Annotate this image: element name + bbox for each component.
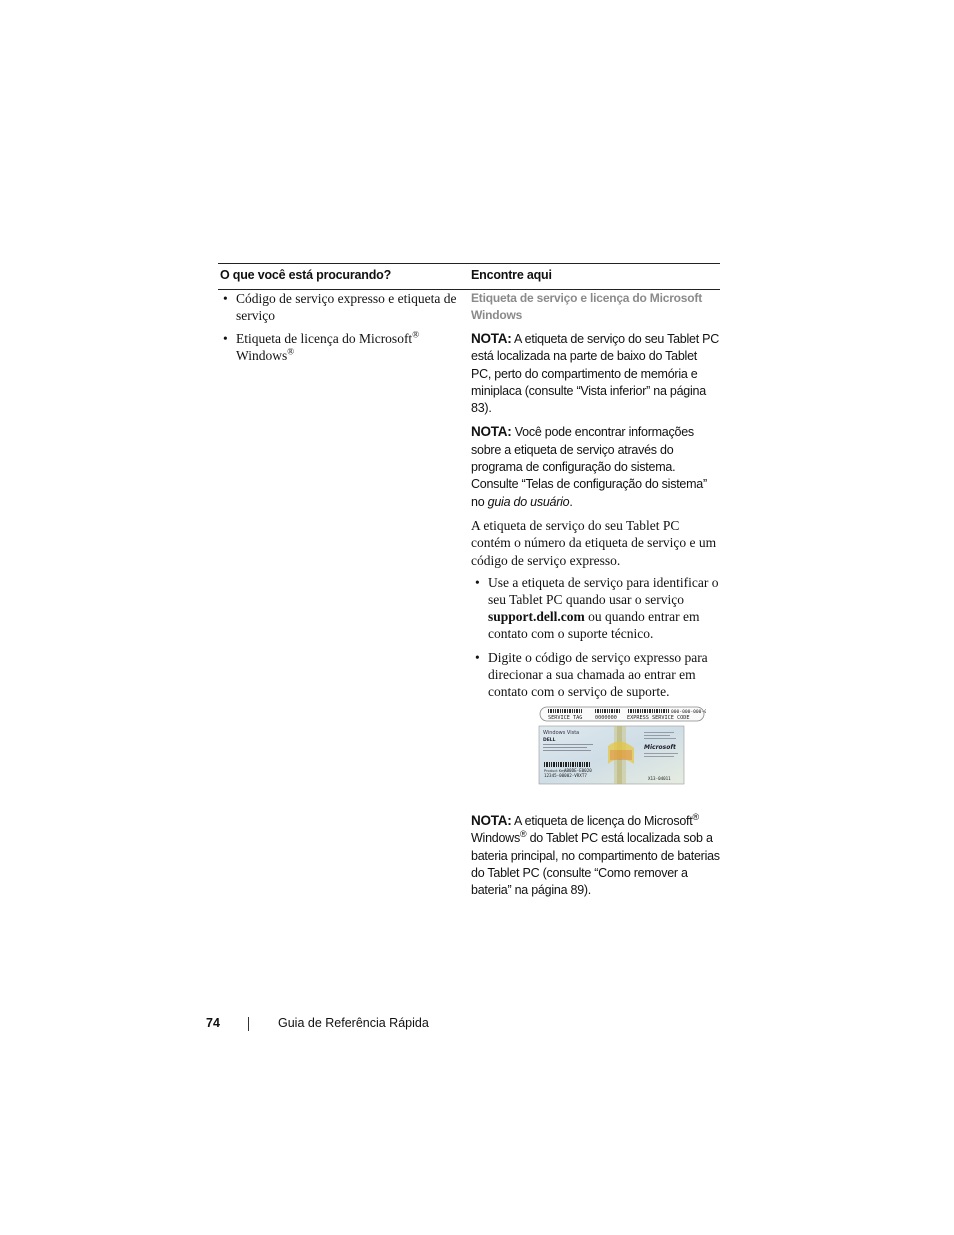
note-system-setup bbox=[471, 423, 720, 510]
note-italic-reference: guia do usuário bbox=[487, 494, 570, 509]
right-column-lower bbox=[471, 812, 720, 905]
bullet-icon: • bbox=[475, 650, 480, 666]
microsoft-logo-text: Microsoft bbox=[644, 744, 676, 751]
product-key-line2: 12345-00002-VRXT7 bbox=[544, 773, 587, 778]
note-text: A etiqueta de serviço do seu Tablet PC está localizada na parte de baixo do Tablet PC, perto do compartimento de memória e miniplaca (consulte “Vista inferior” na página 83). bbox=[471, 332, 720, 416]
section-subtitle: Etiqueta de serviço e licença do Microsoft Windows bbox=[471, 291, 703, 322]
product-key-label: Product Key: bbox=[544, 769, 567, 773]
page-number: 74 bbox=[206, 1016, 220, 1030]
registered-mark: ® bbox=[519, 829, 527, 840]
list-item bbox=[471, 649, 720, 700]
registered-mark: ® bbox=[412, 329, 420, 340]
list-item-text: Código de serviço expresso e etiqueta de serviço bbox=[236, 291, 457, 323]
left-column bbox=[218, 290, 466, 370]
bullet-icon: • bbox=[223, 291, 228, 306]
registered-mark: ® bbox=[287, 346, 295, 357]
registered-mark: ® bbox=[692, 811, 699, 822]
list-item bbox=[471, 574, 720, 642]
service-tag-and-license-label-image bbox=[538, 706, 706, 786]
product-key-value: AB0DE-E0020 bbox=[564, 768, 592, 773]
express-code-value: 000-000-000-00 bbox=[671, 710, 706, 715]
service-tag-value: 0000000 bbox=[595, 715, 617, 721]
note-label: NOTA: bbox=[471, 813, 512, 828]
service-tag-sticker bbox=[540, 707, 706, 721]
lookup-table bbox=[218, 263, 720, 290]
footer-title: Guia de Referência Rápida bbox=[278, 1016, 429, 1030]
note-text-windows: Windows bbox=[471, 831, 520, 846]
note-text-rest: do Tablet PC está localizada sob a bateria principal, no compartimento de baterias do Tablet PC (consulte “Como remover a bateria” na página 89). bbox=[471, 831, 720, 898]
list-item-windows-license bbox=[218, 330, 466, 364]
service-tag-bullets bbox=[471, 574, 720, 700]
service-tag-label: SERVICE TAG bbox=[548, 715, 583, 721]
list-item-service-code bbox=[218, 290, 466, 324]
right-column bbox=[471, 290, 720, 707]
note-label: NOTA: bbox=[471, 331, 512, 346]
list-item-text: Use a etiqueta de serviço para identificar o seu Tablet PC quando usar o serviço bbox=[488, 575, 719, 608]
bullet-icon: • bbox=[475, 575, 480, 591]
column-header-looking-for: O que você está procurando? bbox=[220, 268, 392, 282]
list-item-text-end: ou quando entrar em contato com o suporte técnico. bbox=[488, 609, 700, 642]
list-item-text-2: Windows bbox=[236, 348, 288, 363]
footer-separator bbox=[248, 1017, 249, 1031]
list-item-text: Etiqueta de licença do Microsoft bbox=[236, 331, 413, 346]
note-text: Você pode encontrar informações sobre a etiqueta de serviço através do programa de configuração do sistema. Consulte “Telas de configuração do sistema” no bbox=[471, 425, 707, 509]
note-text-end: . bbox=[569, 494, 573, 509]
note-text: A etiqueta de licença do Microsoft bbox=[514, 814, 693, 828]
windows-license-label bbox=[539, 726, 684, 784]
service-tag-paragraph: A etiqueta de serviço do seu Tablet PC contém o número da etiqueta de serviço e um código de serviço expresso. bbox=[471, 517, 717, 568]
express-code-label: EXPRESS SERVICE CODE bbox=[627, 715, 690, 721]
list-item-text: Digite o código de serviço expresso para direcionar a sua chamada ao entrar em contato com o serviço de suporte. bbox=[488, 650, 708, 700]
windows-vista-text: Windows Vista bbox=[543, 730, 580, 736]
note-label: NOTA: bbox=[471, 424, 512, 440]
bullet-icon: • bbox=[223, 331, 228, 346]
note-license-label-location bbox=[471, 812, 720, 899]
note-service-tag-location bbox=[471, 330, 720, 417]
table-header-row bbox=[218, 263, 720, 290]
support-link-text: support.dell.com bbox=[488, 609, 585, 625]
coa-code: X13-04011 bbox=[648, 776, 671, 781]
dell-oem-text: DELL bbox=[543, 738, 556, 743]
column-header-find-here: Encontre aqui bbox=[471, 268, 552, 282]
